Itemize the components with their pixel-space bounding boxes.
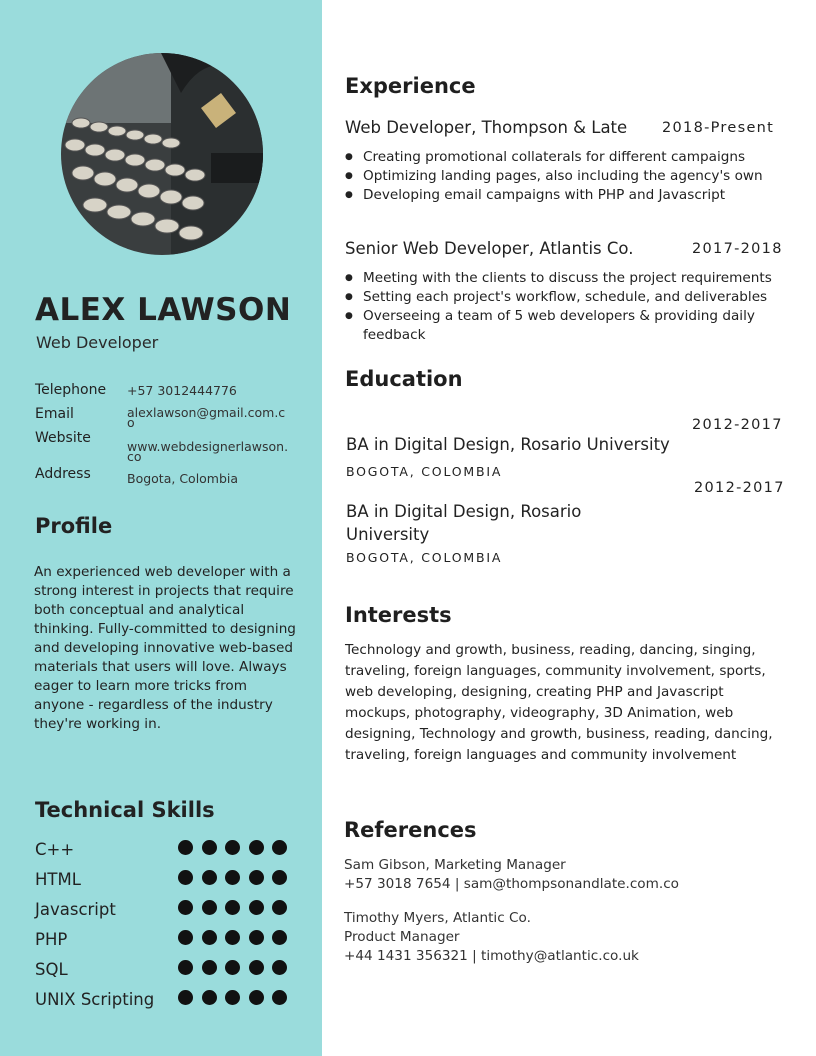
skill-dot xyxy=(272,840,287,855)
job-bullet: ● Meeting with the clients to discuss the project requirements xyxy=(345,269,785,288)
skill-dot xyxy=(202,930,217,945)
references-heading: References xyxy=(344,818,477,842)
skill-dot xyxy=(249,990,264,1005)
reference-name: Timothy Myers, Atlantic Co. xyxy=(344,910,531,926)
education-dates: 2012-2017 xyxy=(692,417,783,433)
education-degree: BA in Digital Design, Rosario University xyxy=(346,435,670,454)
education-location: BOGOTA, COLOMBIA xyxy=(346,550,503,565)
job-dates: 2017-2018 xyxy=(692,241,783,257)
profile-text: An experienced web developer with a strong interest in projects that require both conceptual and analytical thinking. Fully-committed to designing and developing innovative web-based materials that users will love. Always eager to learn more tricks from anyone - regardless of the industry they're working in. xyxy=(34,564,296,732)
contact-label-address: Address xyxy=(35,466,91,482)
skill-name: Javascript xyxy=(35,900,116,919)
job-bullet: ● Developing email campaigns with PHP and Javascript xyxy=(345,186,795,205)
person-name: ALEX LAWSON xyxy=(35,292,292,328)
reference-name: Sam Gibson, Marketing Manager xyxy=(344,857,566,873)
job-bullet: ● Optimizing landing pages, also including the agency's own xyxy=(345,167,795,186)
contact-label-telephone: Telephone xyxy=(35,382,107,398)
education-location: BOGOTA, COLOMBIA xyxy=(346,464,503,479)
skill-dot xyxy=(249,960,264,975)
skill-dot xyxy=(225,990,240,1005)
skill-rating-dots xyxy=(178,870,287,885)
skill-dot xyxy=(225,900,240,915)
skill-dot xyxy=(202,990,217,1005)
typewriter-illustration xyxy=(61,53,263,255)
job-dates: 2018-Present xyxy=(662,120,775,136)
education-degree: BA in Digital Design, Rosario University xyxy=(346,502,582,544)
skill-dot xyxy=(249,930,264,945)
skill-dot xyxy=(272,960,287,975)
skill-dot xyxy=(178,870,193,885)
skill-name: UNIX Scripting xyxy=(35,990,155,1009)
skill-rating-dots xyxy=(178,990,287,1005)
profile-heading: Profile xyxy=(35,514,113,538)
skill-dot xyxy=(225,870,240,885)
skill-dot xyxy=(202,870,217,885)
reference-entry xyxy=(344,909,639,966)
skill-dot xyxy=(249,900,264,915)
person-title: Web Developer xyxy=(36,333,159,352)
skill-rating-dots xyxy=(178,900,287,915)
skill-dot xyxy=(202,900,217,915)
skill-dot xyxy=(272,930,287,945)
contact-label-website: Website xyxy=(35,430,91,446)
job-bullet: ● Setting each project's workflow, schedule, and deliverables xyxy=(345,288,785,307)
job-bullet: ● Creating promotional collaterals for different campaigns xyxy=(345,148,795,167)
skill-dot xyxy=(178,960,193,975)
skill-dot xyxy=(202,840,217,855)
skill-dot xyxy=(249,840,264,855)
job-bullet: ● Overseeing a team of 5 web developers & providing daily feedback xyxy=(345,307,763,345)
skill-name: HTML xyxy=(35,870,81,889)
skill-rating-dots xyxy=(178,930,287,945)
skill-rating-dots xyxy=(178,840,287,855)
job-bullets xyxy=(345,148,795,205)
skill-name: PHP xyxy=(35,930,68,949)
contact-value-telephone: +57 3012444776 xyxy=(127,383,237,398)
skill-dot xyxy=(272,900,287,915)
skill-dot xyxy=(178,930,193,945)
skill-dot xyxy=(178,990,193,1005)
typewriter-photo xyxy=(61,53,263,255)
skill-dot xyxy=(202,960,217,975)
skill-dot xyxy=(225,930,240,945)
contact-value-website: www.webdesignerlawson.co xyxy=(127,439,289,464)
skill-dot xyxy=(225,840,240,855)
job-title: Senior Web Developer, Atlantis Co. xyxy=(345,239,634,258)
reference-entry xyxy=(344,856,679,894)
skill-name: C++ xyxy=(35,840,75,859)
skill-dot xyxy=(178,900,193,915)
skill-dot xyxy=(272,990,287,1005)
skills-heading: Technical Skills xyxy=(35,798,215,822)
job-bullets xyxy=(345,269,785,345)
skill-dot xyxy=(225,960,240,975)
reference-contact: +44 1431 356321 | timothy@atlantic.co.uk xyxy=(344,948,639,964)
skill-rating-dots xyxy=(178,960,287,975)
contact-label-email: Email xyxy=(35,406,74,422)
contact-value-address: Bogota, Colombia xyxy=(127,471,239,486)
interests-text: Technology and growth, business, reading, dancing, singing, traveling, foreign languages, community involvement, sports, web developing, designing, creating PHP and Javascript mockups, photography, videography, 3D Animation, web designing, Technology and growth, business, reading, dancing, traveling, foreign languages and community involvement xyxy=(345,642,773,763)
education-heading: Education xyxy=(345,367,463,391)
reference-contact: +57 3018 7654 | sam@thompsonandlate.com.co xyxy=(344,876,679,892)
skill-dot xyxy=(249,870,264,885)
experience-heading: Experience xyxy=(345,74,476,98)
sidebar xyxy=(0,0,322,1056)
skill-name: SQL xyxy=(35,960,68,979)
job-title: Web Developer, Thompson & Late xyxy=(345,118,628,137)
skill-dot xyxy=(178,840,193,855)
reference-role: Product Manager xyxy=(344,929,460,945)
education-dates: 2012-2017 xyxy=(694,480,785,496)
interests-heading: Interests xyxy=(345,603,452,627)
skill-dot xyxy=(272,870,287,885)
contact-value-email: alexlawson@gmail.com.co xyxy=(127,405,286,430)
